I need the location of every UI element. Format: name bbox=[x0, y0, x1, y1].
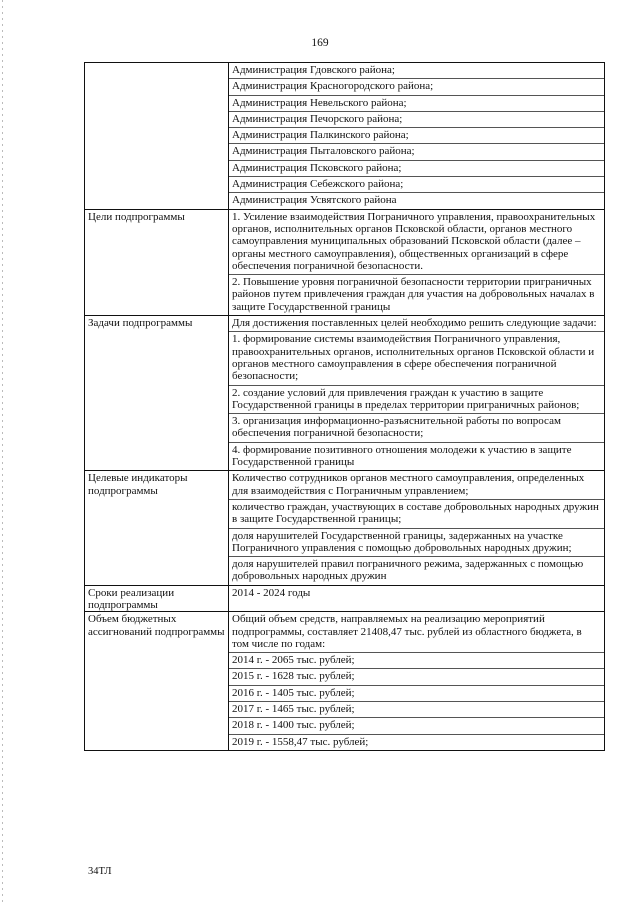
content-paragraph: Администрация Невельского района; bbox=[229, 95, 604, 111]
content-paragraph: 1. формирование системы взаимодействия Пограничного управления, правоохранительных органов, исполнительных органов Псковской области и органов местного самоуправления в сфере обеспечения пограничной безопасности; bbox=[229, 331, 604, 384]
content-paragraph: Для достижения поставленных целей необходимо решить следующие задачи: bbox=[232, 317, 597, 330]
row-label: Сроки реализации подпрограммы bbox=[88, 586, 175, 611]
table-row bbox=[85, 471, 605, 585]
content-paragraph: 2019 г. - 1558,47 тыс. рублей; bbox=[229, 734, 604, 750]
content-paragraph: 2017 г. - 1465 тыс. рублей; bbox=[229, 701, 604, 717]
content-paragraph: Общий объем средств, направляемых на реализацию мероприятий подпрограммы, составляет 21408,47 тыс. рублей из областного бюджета, в том числе по годам: bbox=[232, 613, 582, 650]
content-paragraph: Администрация Гдовского района; bbox=[232, 64, 395, 76]
content-paragraph: 4. формирование позитивного отношения молодежи к участию в защите Государственной границы bbox=[229, 442, 604, 471]
row-content-cell bbox=[229, 63, 605, 210]
page-number: 169 bbox=[311, 37, 329, 49]
subprogram-passport-table bbox=[84, 62, 605, 751]
scan-edge-mark bbox=[2, 0, 3, 905]
row-content-cell bbox=[229, 612, 605, 751]
row-content-cell bbox=[229, 585, 605, 612]
content-paragraph: 2. Повышение уровня пограничной безопасности территории приграничных районов путем привлечения граждан для участия на добровольных началах в защите Государственной границы bbox=[229, 274, 604, 315]
row-content-cell bbox=[229, 471, 605, 585]
content-paragraph: Администрация Пыталовского района; bbox=[229, 143, 604, 159]
content-paragraph: Администрация Печорского района; bbox=[229, 111, 604, 127]
row-content-cell bbox=[229, 209, 605, 315]
content-paragraph: 2014 - 2024 годы bbox=[232, 586, 311, 599]
content-paragraph: 2014 г. - 2065 тыс. рублей; bbox=[229, 652, 604, 668]
row-label-cell bbox=[85, 209, 229, 315]
content-paragraph: 2015 г. - 1628 тыс. рублей; bbox=[229, 668, 604, 684]
content-paragraph: 2. создание условий для привлечения граждан к участию в защите Государственной границы в пределах территории приграничных районов; bbox=[229, 385, 604, 414]
row-label-cell bbox=[85, 471, 229, 585]
row-label: Объем бюджетных ассигнований подпрограммы bbox=[88, 613, 225, 638]
content-paragraph: доля нарушителей правил пограничного режима, задержанных с помощью добровольных народных дружин bbox=[229, 556, 604, 585]
row-label: Целевые индикаторы подпрограммы bbox=[88, 472, 188, 497]
content-paragraph: количество граждан, участвующих в составе добровольных народных дружин в защите Государственной границы; bbox=[229, 499, 604, 528]
content-paragraph: Количество сотрудников органов местного самоуправления, определенных для взаимодействия с Пограничным управлением; bbox=[232, 472, 585, 497]
table-row bbox=[85, 63, 605, 210]
table-row bbox=[85, 316, 605, 471]
table-body bbox=[85, 63, 605, 751]
content-paragraph: Администрация Красногородского района; bbox=[229, 78, 604, 94]
row-content-cell bbox=[229, 316, 605, 471]
table-row bbox=[85, 612, 605, 751]
row-label-cell bbox=[85, 585, 229, 612]
content-paragraph: Администрация Себежского района; bbox=[229, 176, 604, 192]
content-paragraph: Администрация Псковского района; bbox=[229, 160, 604, 176]
content-paragraph: Администрация Усвятского района bbox=[229, 192, 604, 208]
row-label-cell bbox=[85, 63, 229, 210]
row-label-cell bbox=[85, 316, 229, 471]
row-label-cell bbox=[85, 612, 229, 751]
content-paragraph: Администрация Палкинского района; bbox=[229, 127, 604, 143]
row-label: Задачи подпрограммы bbox=[88, 317, 193, 330]
footer-code: 34ТЛ bbox=[88, 866, 112, 877]
row-label: Цели подпрограммы bbox=[88, 210, 185, 223]
table-row bbox=[85, 209, 605, 315]
content-paragraph: 3. организация информационно-разъяснительной работы по вопросам обеспечения пограничной безопасности; bbox=[229, 413, 604, 442]
content-paragraph: 2016 г. - 1405 тыс. рублей; bbox=[229, 685, 604, 701]
table-row bbox=[85, 585, 605, 612]
content-paragraph: 1. Усиление взаимодействия Пограничного управления, правоохранительных органов, исполнительных органов Псковской области, органов местного самоуправления муниципальных образований Псковской области (далее – органы местного самоуправления), общественных организаций в сфере обеспечения пограничной безопасности. bbox=[232, 210, 596, 272]
content-paragraph: 2018 г. - 1400 тыс. рублей; bbox=[229, 717, 604, 733]
content-paragraph: доля нарушителей Государственной границы, задержанных на участке Пограничного управления с помощью добровольных народных дружин; bbox=[229, 528, 604, 557]
